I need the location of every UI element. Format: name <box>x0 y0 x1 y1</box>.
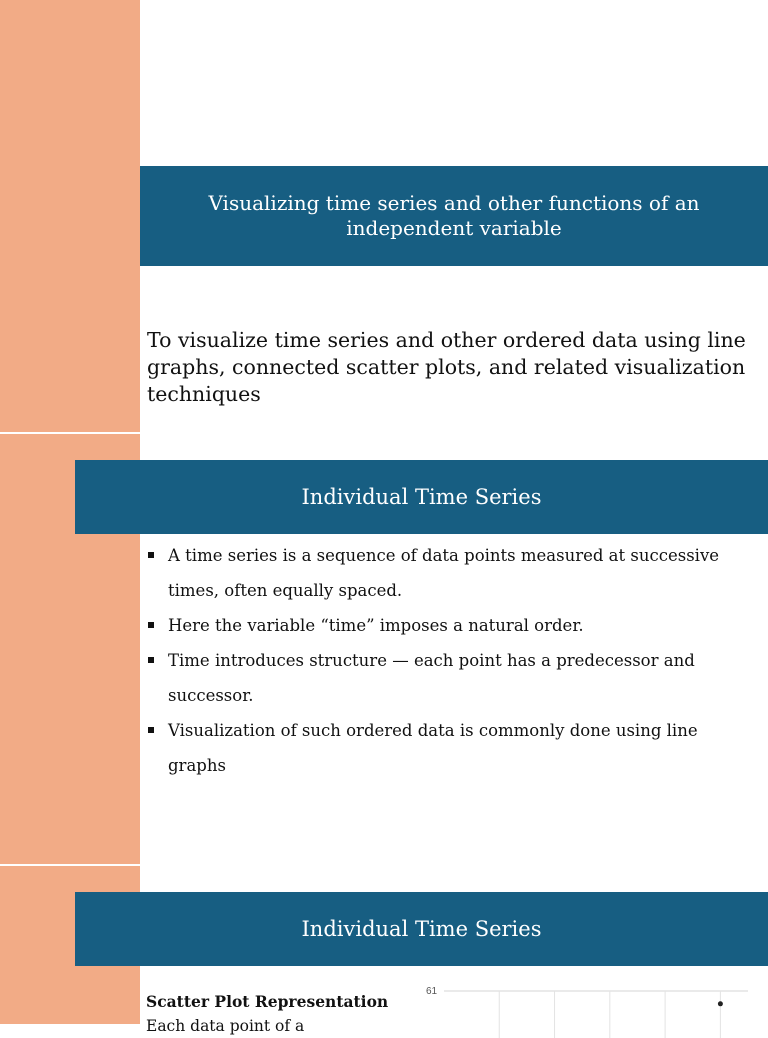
bullet-list <box>146 538 736 783</box>
y-tick-label: 61 <box>426 986 438 997</box>
slide-objective <box>0 0 768 432</box>
bullet-item: Here the variable “time” imposes a natural order. <box>146 608 736 643</box>
title-banner <box>75 460 768 534</box>
bullet-item: Time introduces structure — each point has a predecessor and successor. <box>146 643 736 713</box>
scatter-chart <box>418 978 758 1038</box>
body-text: Each data point of a <box>146 1017 305 1035</box>
title-banner <box>140 166 768 266</box>
objective-text: To visualize time series and other ordered data using line graphs, connected scatter plots, and related visualization techniques <box>147 328 746 406</box>
title-banner <box>75 892 768 966</box>
sidebar-accent <box>0 0 140 432</box>
slide-scatter-plot <box>0 866 768 1035</box>
grid-lines-vertical <box>499 991 720 1038</box>
slide-title: Individual Time Series <box>301 917 542 941</box>
section-heading: Scatter Plot Representation <box>146 992 389 1011</box>
bullet-item: A time series is a sequence of data points measured at successive times, often equally spaced. <box>146 538 736 608</box>
data-points <box>718 1001 723 1006</box>
scatter-point <box>718 1001 723 1006</box>
bullet-item: Visualization of such ordered data is commonly done using line graphs <box>146 713 736 783</box>
slide-title: Individual Time Series <box>301 485 542 509</box>
slide-title: Visualizing time series and other functions of an independent variable <box>208 191 700 240</box>
